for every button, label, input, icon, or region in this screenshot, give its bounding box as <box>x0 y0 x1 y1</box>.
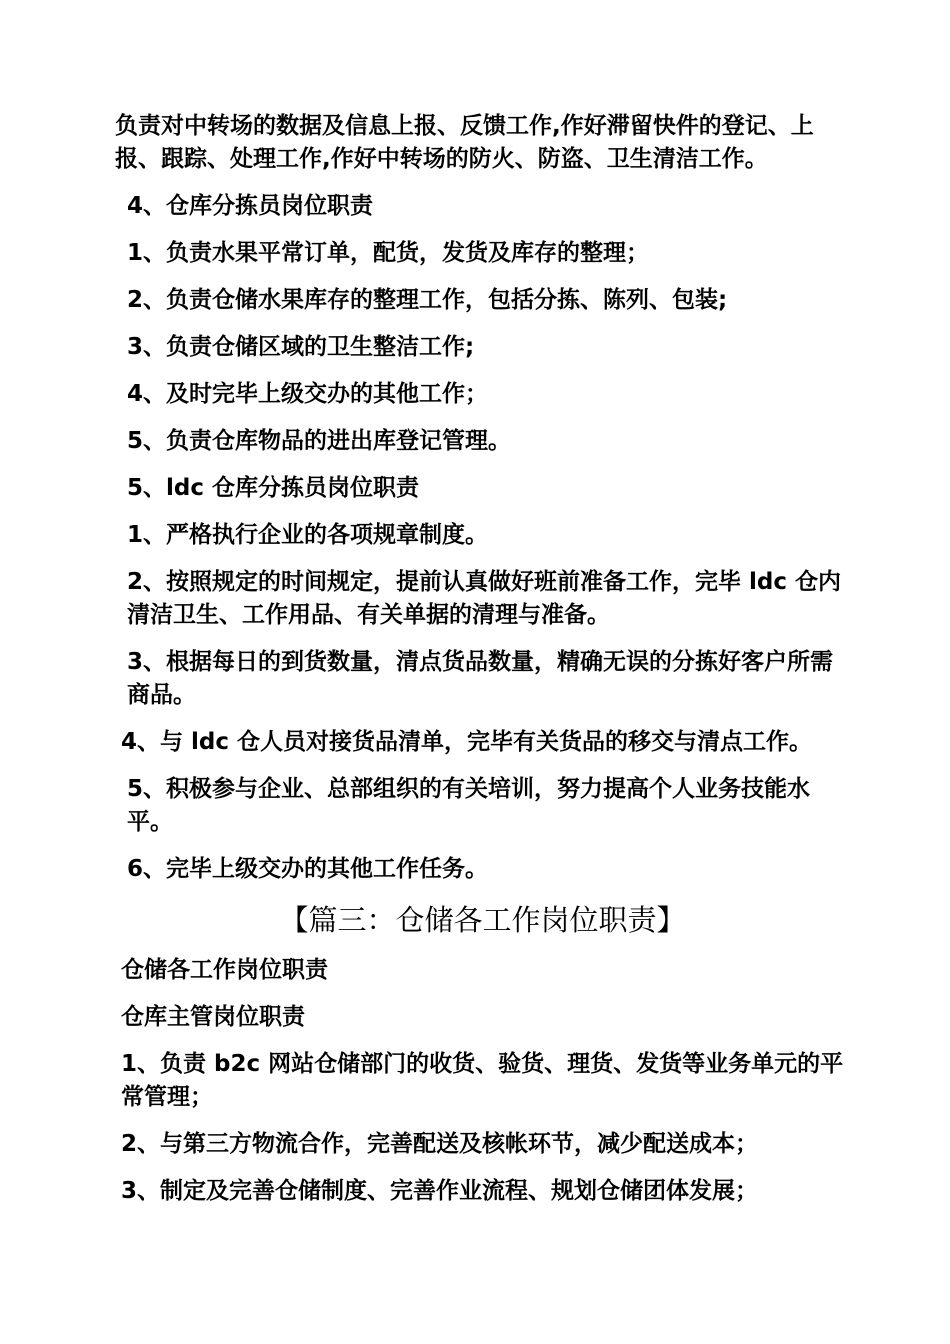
list-item: 2、按照规定的时间规定，提前认真做好班前准备工作，完毕 ldc 仓内清洁卫生、工作用品、有关单据的清理与准备。 <box>127 569 841 628</box>
list-item: 1、负责 b2c 网站仓储部门的收货、验货、理货、发货等业务单元的平常管理； <box>121 1051 844 1110</box>
document-body <box>115 110 850 1222</box>
list-item: 1、负责水果平常订单，配货，发货及库存的整理； <box>127 240 650 266</box>
list-item: 1、严格执行企业的各项规章制度。 <box>127 522 489 548</box>
paragraph: 负责对中转场的数据及信息上报、反馈工作,作好滞留快件的登记、上报、跟踪、处理工作,作好中转场的防火、防盗、卫生清洁工作。 <box>115 113 814 172</box>
list-item: 6、完毕上级交办的其他工作任务。 <box>127 856 489 882</box>
list-item: 2、负责仓储水果库存的整理工作，包括分拣、陈列、包装; <box>127 287 728 313</box>
chapter-heading: 【篇三：仓储各工作岗位职责】 <box>279 903 686 937</box>
list-item: 3、根据每日的到货数量，清点货品数量，精确无误的分拣好客户所需商品。 <box>127 649 834 708</box>
section-title: 仓储各工作岗位职责 <box>121 957 328 983</box>
list-item: 4、与 ldc 仓人员对接货品清单，完毕有关货品的移交与清点工作。 <box>121 729 812 755</box>
list-item: 5、负责仓库物品的进出库登记管理。 <box>127 428 512 454</box>
list-item: 5、积极参与企业、总部组织的有关培训，努力提高个人业务技能水平。 <box>127 776 811 835</box>
section-title: 5、ldc 仓库分拣员岗位职责 <box>127 475 419 501</box>
list-item: 3、负责仓储区域的卫生整洁工作; <box>127 334 475 360</box>
list-item: 3、制定及完善仓储制度、完善作业流程、规划仓储团体发展； <box>121 1178 759 1204</box>
section-title: 4、仓库分拣员岗位职责 <box>127 193 374 219</box>
list-item: 2、与第三方物流合作，完善配送及核帐环节，减少配送成本； <box>121 1131 759 1157</box>
list-item: 4、及时完毕上级交办的其他工作； <box>127 381 489 407</box>
section-title: 仓库主管岗位职责 <box>121 1004 305 1030</box>
